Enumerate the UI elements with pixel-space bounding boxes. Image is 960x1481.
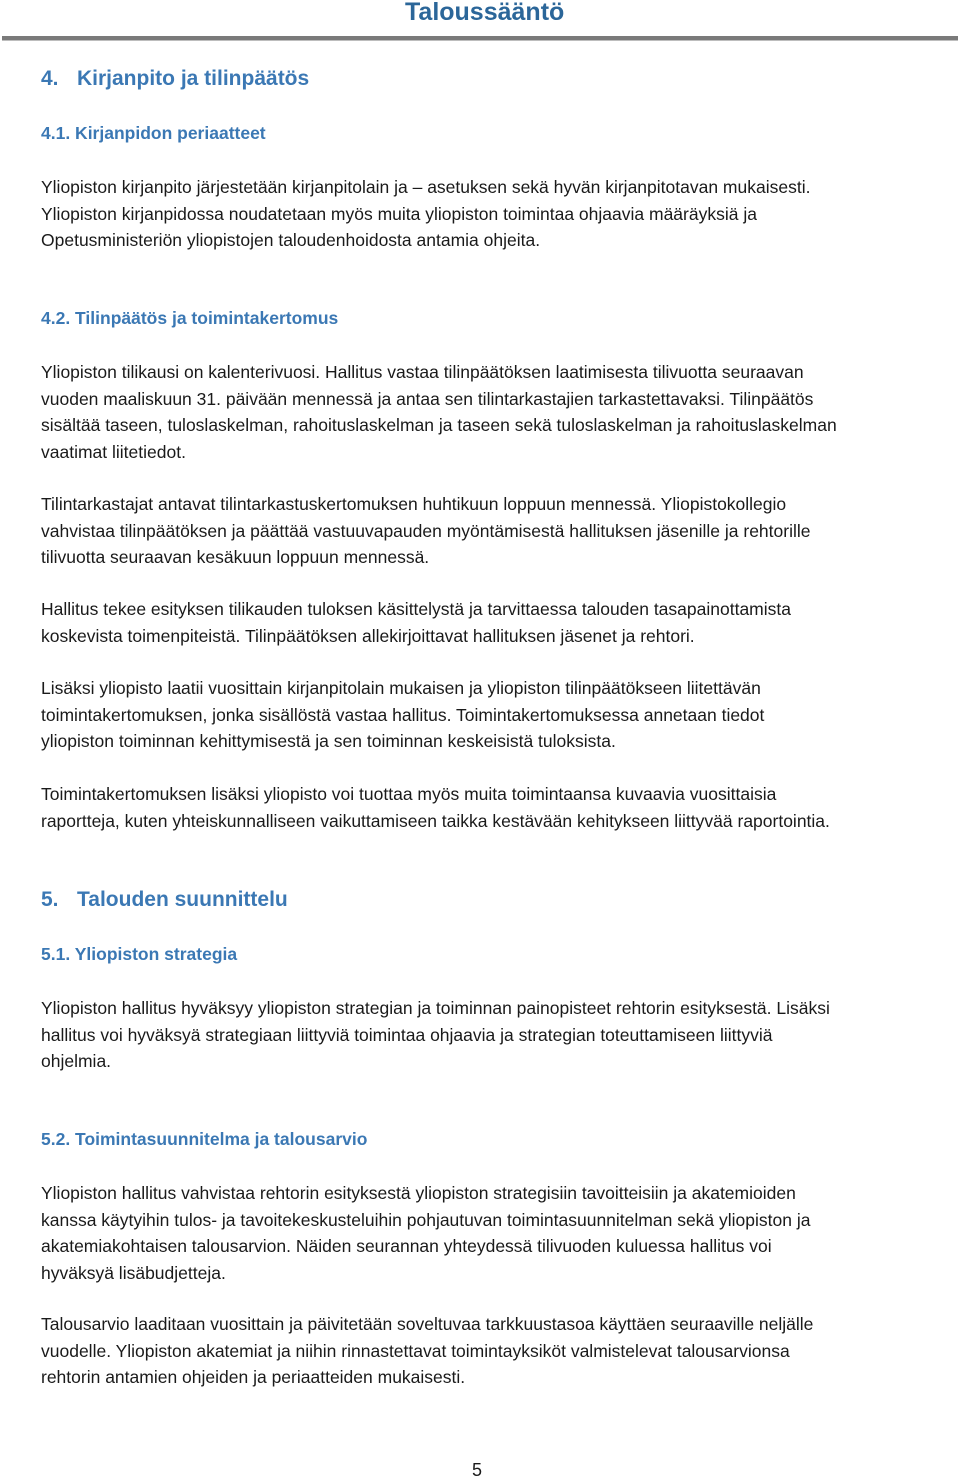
heading-text: Talouden suunnittelu [77,888,288,911]
paragraph: Talousarvio laaditaan vuosittain ja päivitetään soveltuvaa tarkkuustasoa käyttäen seuraaville neljälle vuodelle. Yliopiston akatemiat ja niihin rinnastettavat toimintayksiköt valmistelevat talousarvionsa rehtorin antamien ohjeiden ja periaatteiden mukaisesti. [41,1314,814,1387]
paragraph: Tilintarkastajat antavat tilintarkastuskertomuksen huhtikuun loppuun mennessä. Yliopistokollegio vahvistaa tilinpäätöksen ja päättää vastuuvapauden myöntämisestä hallituksen jäsenille ja rehtorille tilivuotta seuraavan kesäkuun loppuun mennessä. [41,494,811,567]
heading-section-5-1: 5.1. Yliopiston strategia [41,944,238,964]
heading-section-5 [41,888,288,912]
paragraph: Yliopiston kirjanpito järjestetään kirjanpitolain ja – asetuksen sekä hyvän kirjanpitotavan mukaisesti. Yliopiston kirjanpidossa noudatetaan myös muita yliopiston toimintaa ohjaavia määräyksiä ja Opetusministeriön yliopistojen taloudenhoidosta antamia ohjeita. [41,177,811,250]
paragraph: Yliopiston tilikausi on kalenterivuosi. Hallitus vastaa tilinpäätöksen laatimisesta tilivuotta seuraavan vuoden maaliskuun 31. päivään mennessä ja antaa sen tilintarkastajien tarkastettavaksi. Tilinpäätös sisältää taseen, tuloslaskelman, rahoituslaskelman ja taseen sekä tuloslaskelman ja rahoituslaskelman vaatimat liitetiedot. [41,362,837,462]
heading-section-4-2: 4.2. Tilinpäätös ja toimintakertomus [41,308,339,328]
document-header-title: Taloussääntö [405,0,565,26]
heading-section-4 [41,67,309,91]
header-rule-thin [2,40,958,41]
page-number: 5 [472,1460,483,1480]
heading-number: 5. [41,888,59,911]
paragraph: Hallitus tekee esityksen tilikauden tuloksen käsittelystä ja tarvittaessa talouden tasapainottamista koskevista toimenpiteistä. Tilinpäätöksen allekirjoittavat hallituksen jäsenet ja rehtori. [41,599,791,646]
heading-section-5-2: 5.2. Toimintasuunnitelma ja talousarvio [41,1129,368,1149]
heading-text: Kirjanpito ja tilinpäätös [77,67,310,90]
paragraph: Lisäksi yliopisto laatii vuosittain kirjanpitolain mukaisen ja yliopiston tilinpäätökseen liitettävän toimintakertomuksen, jonka sisällöstä vastaa hallitus. Toimintakertomuksessa annetaan tiedot yliopiston toiminnan kehittymisestä ja sen toiminnan keskeisistä tuloksista. [41,678,765,751]
heading-number: 4. [41,67,59,90]
paragraph: Toimintakertomuksen lisäksi yliopisto voi tuottaa myös muita toimintaansa kuvaavia vuosittaisia raportteja, kuten yhteiskunnalliseen vaikuttamiseen taikka kestävään kehitykseen liittyvää raportointia. [41,784,830,831]
paragraph: Yliopiston hallitus vahvistaa rehtorin esityksestä yliopiston strategisiin tavoitteisiin ja akatemioiden kanssa käytyihin tulos- ja tavoitekeskusteluihin pohjautuvan toimintasuunnitelman sekä yliopiston ja akatemiakohtaisen talousarvion. Näiden seurannan yhteydessä tilivuoden kuluessa hallitus voi hyväksyä lisäbudjetteja. [41,1183,811,1283]
heading-section-4-1: 4.1. Kirjanpidon periaatteet [41,123,266,143]
paragraph: Yliopiston hallitus hyväksyy yliopiston strategian ja toiminnan painopisteet rehtorin esityksestä. Lisäksi hallitus voi hyväksyä strategiaan liittyviä toimintaa ohjaavia ja strategian toteuttamiseen liittyviä ohjelmia. [41,998,830,1071]
